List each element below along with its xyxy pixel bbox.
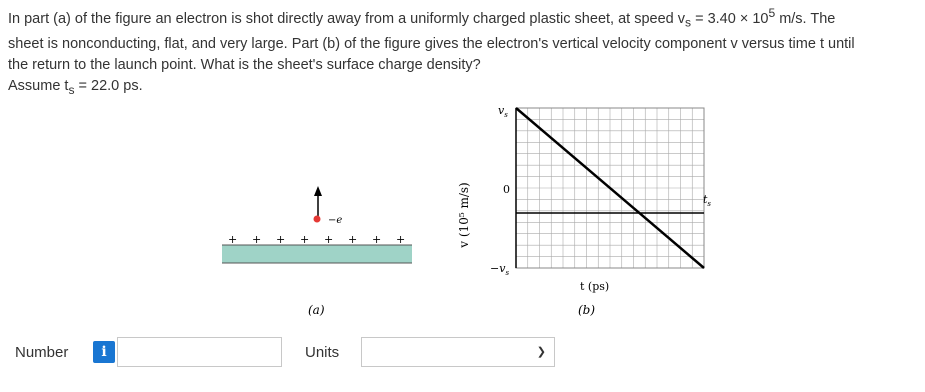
info-icon[interactable]: i [93,341,115,363]
y-zero-label: 0 [503,183,510,196]
electron-label: −e [328,215,343,226]
units-select[interactable] [361,337,555,367]
part-a-label: (a) [308,303,325,317]
charged-sheet [222,245,412,263]
figure [200,100,720,325]
plus-sign: + [276,233,286,246]
plus-sign: + [372,233,382,246]
plus-sign: + [324,233,334,246]
y-bottom-label: $-v_s$ [490,262,510,277]
number-label: Number [15,343,69,361]
number-input[interactable] [117,337,282,367]
plus-signs [228,233,405,246]
x-axis-label: t (ps) [580,280,610,293]
question-line-3: the return to the launch point. What is the sheet's surface charge density? [8,56,481,73]
question-line-2: sheet is nonconducting, flat, and very large. Part (b) of the figure gives the electron's vertical velocity component v versus time t until [8,35,855,52]
y-top-label: $v_s$ [498,104,508,119]
part-a-figure [222,186,412,317]
electron-dot [314,216,321,223]
velocity-arrow-head [314,186,322,196]
chevron-down-icon: ❯ [536,346,546,358]
question-line-1: In part (a) of the figure an electron is shot directly away from a uniformly charged plastic sheet, at speed $v_s = 3.40 \times 10^5$ m/s. The [8,6,836,30]
part-b-graph [457,104,711,317]
part-b-label: (b) [578,303,596,317]
question-line-4: Assume $t_s = 22.0$ ps. [8,77,143,97]
plus-sign: + [252,233,262,246]
question-text [8,3,918,101]
plus-sign: + [228,233,238,246]
answer-row [15,336,555,368]
x-end-label: $t_s$ [703,193,712,208]
plus-sign: + [396,233,406,246]
y-axis-label: v (10⁵ m/s) [457,182,471,248]
units-label: Units [305,343,340,361]
plus-sign: + [300,233,310,246]
plus-sign: + [348,233,358,246]
